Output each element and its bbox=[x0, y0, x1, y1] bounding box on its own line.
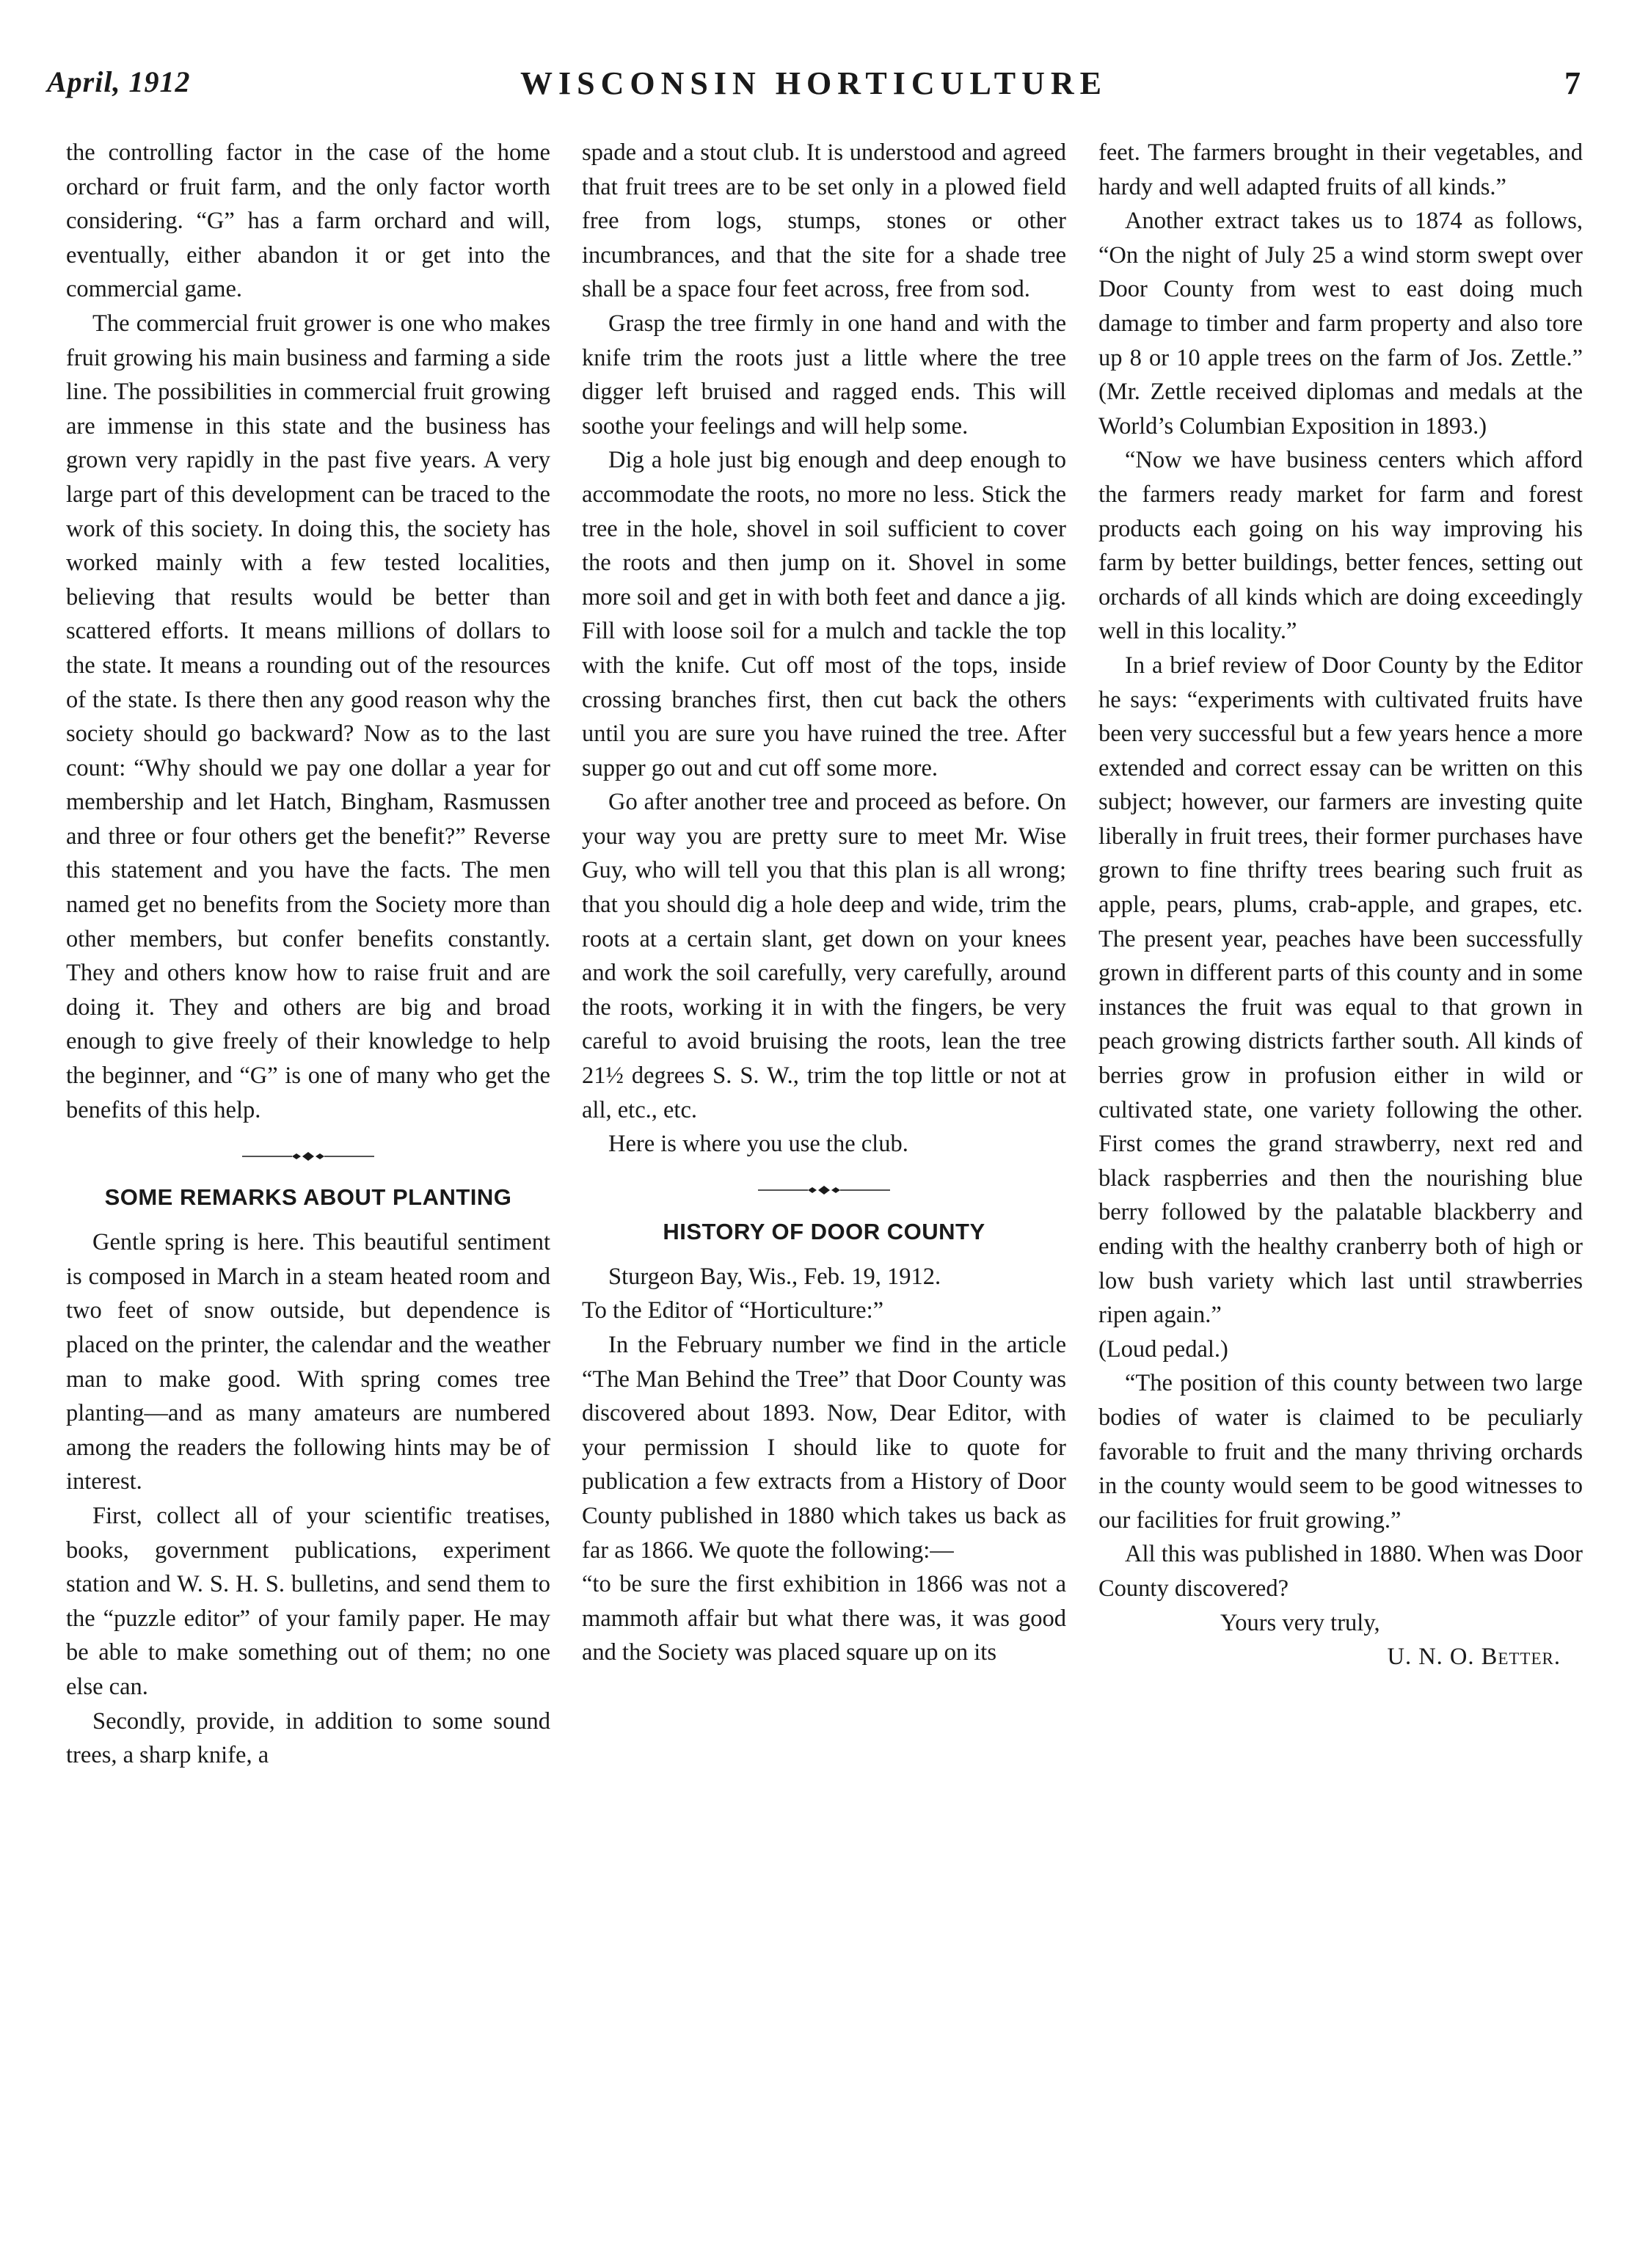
paragraph: “Now we have business centers which afford the farmers ready market for farm and forest products each going on his way improving his farm by better buildings, better fences, setting out orchards of all kinds which are doing exceedingly well in this locality.” bbox=[1098, 447, 1583, 645]
paragraph: feet. The farmers brought in their vegetables, and hardy and well adapted fruits of all kinds.” bbox=[1098, 139, 1583, 200]
paragraph: “to be sure the first exhibition in 1866 was not a mammoth affair but what there was, it was good and the Society was placed square up on its bbox=[582, 1571, 1066, 1666]
paragraph: In the February number we find in the article “The Man Behind the Tree” that Door County was discovered about 1893. Now, Dear Editor, with your permission I should like to quote for publication a few extracts from a History of Door County published in 1880 which takes us back as far as 1866. We quote the following:— bbox=[582, 1332, 1066, 1564]
paragraph: (Loud pedal.) bbox=[1098, 1335, 1228, 1363]
section-divider-ornament bbox=[66, 1143, 550, 1165]
paragraph: Go after another tree and proceed as before. On your way you are pretty sure to meet Mr. Wise Guy, who will tell you that this plan is all wrong; that you should dig a hole deep and wide, trim the roots at a certain slant, get down on your knees and work the soil carefully, very carefully, around the roots, working it in with the fingers, be very careful to avoid bruising the roots, lean the tree 21½ degrees S. S. W., trim the top little or not at all, etc., etc. bbox=[582, 789, 1066, 1123]
column-2 bbox=[582, 136, 1066, 1670]
paragraph: Gentle spring is here. This beautiful sentiment is composed in March in a steam heated room and two feet of snow outside, but dependence is placed on the printer, the calendar and the weather man to make good. With spring comes tree planting—and as many amateurs are numbered among the readers the following hints may be of interest. bbox=[66, 1229, 550, 1495]
paragraph: The commercial fruit grower is one who makes fruit growing his main business and farming a side line. The possibilities in commercial fruit growing are immense in this state and the business has grown very rapidly in the past five years. A very large part of this development can be traced to the work of this society. In doing this, the society has worked mainly with a few tested localities, believing that results would be better than scattered efforts. It means millions of dollars to the state. It means a rounding out of the resources of the state. Is there then any good reason why the society should go backward? Now as to the last count: “Why should we pay one dollar a year for membership and let Hatch, Bingham, Rasmussen and three or four others get the benefit?” Reverse this statement and you have the facts. The men named get no benefits from the Society more than other members, but confer benefits constantly. They and others know how to raise fruit and are doing it. They and others are big and broad enough to give freely of their knowledge to help the beginner, and “G” is one of many who get the benefits of this help. bbox=[66, 310, 550, 1123]
paragraph: spade and a stout club. It is understood and agreed that fruit trees are to be set only in a plowed field free from logs, stumps, stones or other incumbrances, and that the site for a shade tree shall be a space four feet across, free from sod. bbox=[582, 139, 1066, 303]
page-header bbox=[47, 65, 1581, 116]
journal-title: WISCONSIN HORTICULTURE bbox=[520, 65, 1107, 101]
issue-date: April, 1912 bbox=[47, 65, 191, 98]
page-number: 7 bbox=[1564, 65, 1581, 101]
letter-dateline: Sturgeon Bay, Wis., Feb. 19, 1912. bbox=[608, 1263, 941, 1290]
column-3 bbox=[1098, 136, 1583, 1674]
paragraph: In a brief review of Door County by the Editor he says: “experiments with cultivated fruits have been very successful but a few years hence a more extended and correct essay can be written on this subject; however, our farmers are investing quite liberally in fruit trees, their former purchases have grown to fine thrifty trees bearing such fruit as apple, pears, plums, crab-apple, and grapes, etc. The present year, peaches have been successfully grown in different parts of this county and in some instances the fruit was equal to that grown in peach growing districts farther south. All kinds of berries grow in profusion either in wild or cultivated state, one variety following the other. First comes the grand strawberry, next red and black raspberries and then the nourishing blue berry followed by the palatable blackberry and ending with the healthy cranberry both of high or low bush variety which last until strawberries ripen again.” bbox=[1098, 652, 1583, 1329]
letter-signature: U. N. O. Better. bbox=[1387, 1644, 1561, 1671]
paragraph: Another extract takes us to 1874 as follows, “On the night of July 25 a wind storm swept over Door County from west to east doing much damage to timber and farm property and also tore up 8 or 10 apple trees on the farm of Jos. Zettle.” (Mr. Zettle received diplomas and medals at the World’s Columbian Exposition in 1893.) bbox=[1098, 208, 1583, 440]
letter-salutation: To the Editor of “Horticulture:” bbox=[582, 1297, 884, 1324]
paragraph: Dig a hole just big enough and deep enough to accommodate the roots, no more no less. Stick the tree in the hole, shovel in soil sufficient to cover the roots and then jump on it. Shovel in some more soil and get in with both feet and dance a jig. Fill with loose soil for a mulch and tackle the top with the knife. Cut off most of the tops, inside crossing branches first, then cut back the others until you are sure you have ruined the tree. After supper go out and cut off some more. bbox=[582, 447, 1066, 781]
paragraph: Here is where you use the club. bbox=[608, 1131, 908, 1158]
paragraph: All this was published in 1880. When was Door County discovered? bbox=[1098, 1541, 1583, 1602]
paragraph: Secondly, provide, in addition to some sound trees, a sharp knife, a bbox=[66, 1707, 550, 1769]
section-heading: SOME REMARKS ABOUT PLANTING bbox=[104, 1184, 512, 1211]
column-1 bbox=[66, 136, 550, 1773]
paragraph: the controlling factor in the case of the home orchard or fruit farm, and the only factor worth considering. “G” has a farm orchard and will, eventually, either abandon it or get into the commercial game. bbox=[66, 139, 550, 303]
paragraph: Grasp the tree firmly in one hand and with the knife trim the roots just a little where the tree digger left bruised and ragged ends. This will soothe your feelings and will help some. bbox=[582, 310, 1066, 440]
section-heading: HISTORY OF DOOR COUNTY bbox=[663, 1218, 985, 1244]
letter-closing: Yours very truly, bbox=[1220, 1609, 1380, 1636]
paragraph: First, collect all of your scientific treatises, books, government publications, experiment station and W. S. H. S. bulletins, and send them to the “puzzle editor” of your family paper. He may be able to make something out of them; no one else can. bbox=[66, 1502, 550, 1700]
section-divider-ornament bbox=[582, 1178, 1066, 1200]
paragraph: “The position of this county between two large bodies of water is claimed to be peculiarly favorable to fruit and the many thriving orchards in the county would seem to be good witnesses to our facilities for fruit growing.” bbox=[1098, 1370, 1583, 1534]
